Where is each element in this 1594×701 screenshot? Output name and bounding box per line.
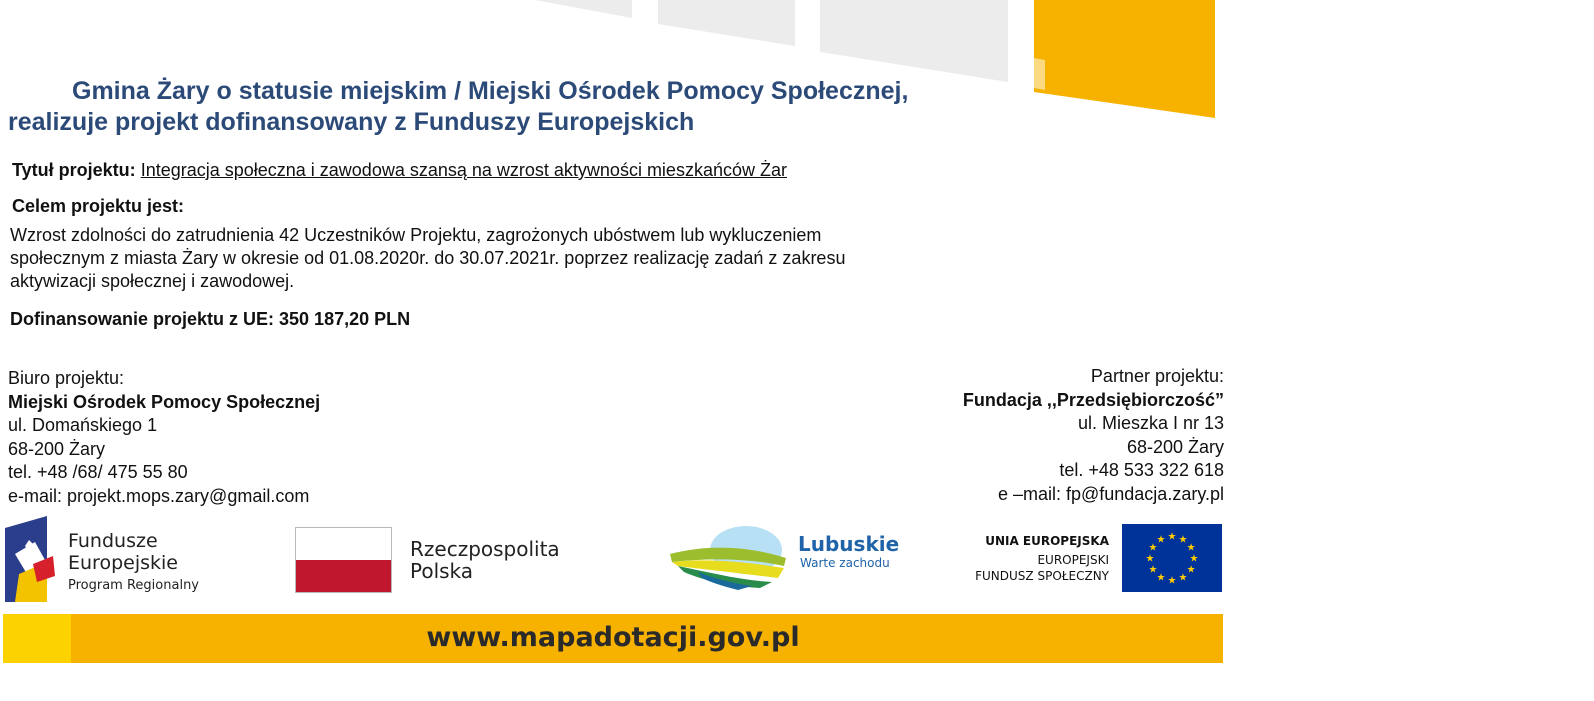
rp-line-1: Rzeczpospolita xyxy=(410,537,560,561)
fe-sub: Program Regionalny xyxy=(68,578,199,593)
eu-star: ★ xyxy=(1167,575,1177,587)
partner-email: e –mail: fp@fundacja.zary.pl xyxy=(997,483,1224,504)
lubuskie-logo-icon xyxy=(668,524,788,590)
partner-name: Fundacja ,,Przedsiębiorczość” xyxy=(962,389,1224,410)
office-name: Miejski Ośrodek Pomocy Społecznej xyxy=(8,391,321,412)
office-label: Biuro projektu: xyxy=(8,368,125,388)
project-goal-text xyxy=(10,224,970,293)
fe-line-2: Europejskie xyxy=(68,552,178,574)
lubuskie-name: Lubuskie xyxy=(798,532,900,556)
eu-star: ★ xyxy=(1156,534,1166,546)
rp-logo-text xyxy=(410,538,560,582)
partner-phone: tel. +48 533 322 618 xyxy=(1059,460,1224,480)
project-funding: Dofinansowanie projektu z UE: 350 187,20 PLN xyxy=(10,309,411,329)
eu-star: ★ xyxy=(1189,553,1199,565)
goal-line-1: Wzrost zdolności do zatrudnienia 42 Uczestników Projektu, zagrożonych ubóstwem lub wykluczeniem xyxy=(10,225,822,245)
partner-city: 68-200 Żary xyxy=(1126,436,1224,457)
project-title xyxy=(12,160,787,181)
deco-gray-shape-2 xyxy=(658,0,795,46)
partner-street: ul. Mieszka I nr 13 xyxy=(1077,413,1224,433)
project-office xyxy=(8,367,320,508)
office-street: ul. Domańskiego 1 xyxy=(8,415,158,435)
deco-yellow-shape xyxy=(1034,0,1215,118)
office-city: 68-200 Żary xyxy=(8,438,106,459)
eu-star: ★ xyxy=(1167,531,1177,543)
eu-star: ★ xyxy=(1145,553,1155,565)
eu-star: ★ xyxy=(1148,542,1158,554)
eu-star: ★ xyxy=(1186,564,1196,576)
deco-gray-shape-3 xyxy=(820,0,1008,82)
project-partner xyxy=(963,365,1224,506)
ue-sub xyxy=(975,552,1109,584)
project-title-value: Integracja społeczna i zawodowa szansą na wzrost aktywności mieszkańców Żar xyxy=(140,160,787,180)
fundusze-europejskie-logo-icon xyxy=(5,516,61,602)
project-title-label: Tytuł projektu: xyxy=(12,160,136,180)
eu-star: ★ xyxy=(1148,564,1158,576)
office-email: e-mail: projekt.mops.zary@gmail.com xyxy=(8,485,310,506)
ue-line-1: UNIA EUROPEJSKA xyxy=(985,534,1109,548)
eu-star: ★ xyxy=(1178,572,1188,584)
goal-line-2: społecznym z miasta Żary w okresie od 01.08.2020r. do 30.07.2021r. poprzez realizację zadań z zakresu xyxy=(10,248,846,268)
footer-bar xyxy=(3,614,1223,663)
rp-line-2: Polska xyxy=(410,559,474,583)
eu-star: ★ xyxy=(1178,534,1188,546)
eu-flag-icon xyxy=(1122,524,1222,592)
project-goal-label: Celem projektu jest: xyxy=(12,196,185,216)
office-phone: tel. +48 /68/ 475 55 80 xyxy=(8,462,188,482)
partner-label: Partner projektu: xyxy=(1090,366,1224,386)
lubuskie-tagline: Warte zachodu xyxy=(800,556,890,570)
footer-url-link[interactable]: www.mapadotacji.gov.pl xyxy=(426,622,800,653)
header-line-2: realizuje projekt dofinansowany z Funduszy Europejskich xyxy=(8,108,695,136)
fe-logo-text xyxy=(68,530,178,574)
eu-star: ★ xyxy=(1156,572,1166,584)
goal-line-3: aktywizacji społecznej i zawodowej. xyxy=(10,271,295,291)
ue-line-2: EUROPEJSKI xyxy=(1037,553,1109,567)
polish-flag-icon xyxy=(295,527,392,593)
deco-gray-shape-1 xyxy=(535,0,632,18)
header-line-1: Gmina Żary o statusie miejskim / Miejski Ośrodek Pomocy Społecznej, xyxy=(72,77,909,105)
eu-star: ★ xyxy=(1186,542,1196,554)
ue-line-3: FUNDUSZ SPOŁECZNY xyxy=(975,569,1109,583)
header-title xyxy=(8,76,1008,138)
fe-line-1: Fundusze xyxy=(68,530,158,552)
